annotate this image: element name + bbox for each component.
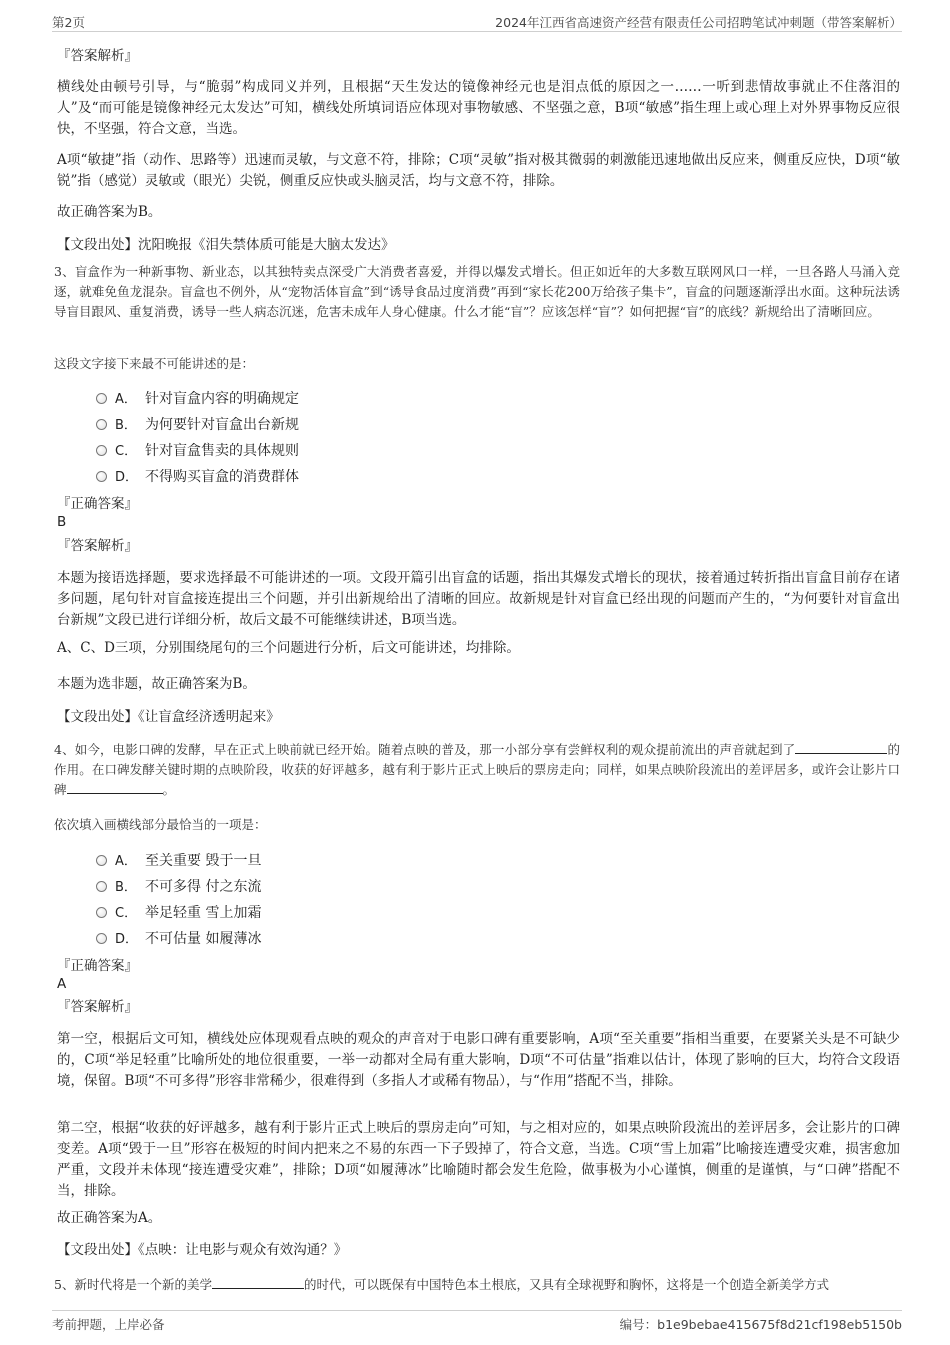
q5-stem: 5、新时代将是一个新的美学 的时代，可以既保有中国特色本土根底，又具有全球视野和胸怀，这将是一个创造全新美学方式 (54, 1277, 829, 1292)
page-header (52, 10, 902, 32)
q3-option-a[interactable]: A． 针对盲盒内容的明确规定 (96, 388, 299, 410)
page-number: 第2页 (52, 15, 85, 30)
q4-analysis-label: 『答案解析』 (57, 999, 138, 1015)
radio-icon[interactable] (96, 393, 107, 404)
q4-option-d[interactable]: D． 不可估量 如履薄冰 (96, 928, 261, 950)
radio-icon[interactable] (96, 881, 107, 892)
q4-stem: 4、如今，电影口碑的发酵，早在正式上映前就已经开始。随着点映的普及，那一小部分享有尝鲜权利的观众提前流出的声音就起到了 的作用。在口碑发酵关键时期的点映阶段，收获的好评越多，越有利于影片正式上映后的票房走向；同样，如果点映阶段流出的差评居多，或许会让影片口碑 。 (54, 742, 900, 797)
q3-stem: 3、盲盒作为一种新事物、新业态，以其独特卖点深受广大消费者喜爱，并得以爆发式增长。但正如近年的大多数互联网风口一样，一旦各路人马涌入竞逐，就难免鱼龙混杂。盲盒也不例外，从“宠物活体盲盒”到“诱导食品过度消费”再到“家长花200万给孩子集卡”，盲盒的问题逐渐浮出水面。这种玩法诱导盲目跟风、重复消费，诱导一些人病态沉迷，危害未成年人身心健康。什么才能“盲”？应该怎样“盲”？如何把握“盲”的底线？新规给出了清晰回应。 (54, 264, 900, 319)
radio-icon[interactable] (96, 855, 107, 866)
q4-blank-1[interactable] (795, 742, 887, 754)
q3-question: 这段文字接下来最不可能讲述的是： (54, 356, 255, 371)
q4-answer-label: 『正确答案』 (57, 958, 138, 974)
q2-source: 【文段出处】沈阳晚报《泪失禁体质可能是大脑太发达》 (57, 237, 395, 253)
q4-option-c[interactable]: C． 举足轻重 雪上加霜 (96, 902, 261, 924)
radio-icon[interactable] (96, 907, 107, 918)
q3-option-d[interactable]: D． 不得购买盲盒的消费群体 (96, 466, 299, 488)
radio-icon[interactable] (96, 445, 107, 456)
document-title: 2024年江西省高速资产经营有限责任公司招聘笔试冲刺题（带答案解析） (495, 15, 902, 30)
page-footer (52, 1310, 902, 1330)
q4-option-b[interactable]: B． 不可多得 付之东流 (96, 876, 261, 898)
q4-answer: A (57, 976, 67, 992)
q3-source: 【文段出处】《让盲盒经济透明起来》 (57, 709, 280, 725)
q2-analysis-paragraph-1: 横线处由顿号引导，与“脆弱”构成同义并列，且根据“天生发达的镜像神经元也是泪点低的原因之一……一听到悲情故事就止不住落泪的人”及“而可能是镜像神经元太发达”可知，横线处所填词语应体现对事物敏感、不坚强之意，B项“敏感”指生理上或心理上对外界事物反应很快，不坚强，符合文意，当选。 (57, 79, 900, 137)
q2-analysis-label: 『答案解析』 (57, 48, 138, 64)
q3-answer-label: 『正确答案』 (57, 496, 138, 512)
footer-slogan: 考前押题，上岸必备 (52, 1317, 165, 1332)
q3-answer: B (57, 514, 67, 530)
q4-conclusion: 故正确答案为A。 (57, 1210, 162, 1226)
radio-icon[interactable] (96, 933, 107, 944)
q2-analysis-paragraph-2: A项“敏捷”指（动作、思路等）迅速而灵敏，与文意不符，排除；C项“灵敏”指对极其微弱的刺激能迅速地做出反应来，侧重反应快，D项“敏锐”指（感觉）灵敏或（眼光）尖锐，侧重反应快或头脑灵活，均与文意不符，排除。 (57, 152, 900, 189)
q4-source: 【文段出处】《点映：让电影与观众有效沟通？》 (57, 1242, 348, 1258)
q3-analysis-paragraph-2: A、C、D三项，分别围绕尾句的三个问题进行分析，后文可能讲述，均排除。 (57, 640, 520, 656)
radio-icon[interactable] (96, 471, 107, 482)
q3-analysis-label: 『答案解析』 (57, 538, 138, 554)
q3-option-b[interactable]: B． 为何要针对盲盒出台新规 (96, 414, 299, 436)
q4-analysis-paragraph-1: 第一空，根据后文可知，横线处应体现观看点映的观众的声音对于电影口碑有重要影响，A项“至关重要”指相当重要，在要紧关头是不可缺少的，C项“举足轻重”比喻所处的地位很重要，一举一动都对全局有重大影响，D项“不可估量”指难以估计，体现了影响的巨大，均符合文段语境，保留。B项“不可多得”形容非常稀少，很难得到（多指人才或稀有物品），与“作用”搭配不当，排除。 (57, 1031, 900, 1089)
q3-analysis-paragraph-1: 本题为接语选择题，要求选择最不可能讲述的一项。文段开篇引出盲盒的话题，指出其爆发式增长的现状，接着通过转折指出盲盒目前存在诸多问题，尾句针对盲盒接连提出三个问题，并引出新规给出了清晰的回应。故新规是针对盲盒已经出现的问题而产生的，“为何要针对盲盒出台新规”文段已进行详细分析，故后文最不可能继续讲述，B项当选。 (57, 570, 900, 628)
document-id: 编号：b1e9bebae415675f8d21cf198eb5150b (619, 1317, 902, 1332)
q2-conclusion: 故正确答案为B。 (57, 204, 162, 220)
q3-conclusion: 本题为选非题，故正确答案为B。 (57, 676, 256, 692)
q4-option-a[interactable]: A． 至关重要 毁于一旦 (96, 850, 261, 872)
q4-analysis-paragraph-2: 第二空，根据“收获的好评越多，越有利于影片正式上映后的票房走向”可知，与之相对应的，如果点映阶段流出的差评居多，会让影片的口碑变差。A项“毁于一旦”形容在极短的时间内把来之不易的东西一下子毁掉了，符合文意，当选。C项“雪上加霜”比喻接连遭受灾难，损害愈加严重，文段并未体现“接连遭受灾难”，排除；D项“如履薄冰”比喻随时都会发生危险，做事极为小心谨慎，侧重的是谨慎，与“口碑”搭配不当，排除。 (57, 1120, 900, 1199)
radio-icon[interactable] (96, 419, 107, 430)
q5-blank-1[interactable] (212, 1277, 304, 1289)
q3-option-c[interactable]: C． 针对盲盒售卖的具体规则 (96, 440, 299, 462)
q4-blank-2[interactable] (67, 782, 163, 794)
q4-question: 依次填入画横线部分最恰当的一项是： (54, 817, 267, 832)
